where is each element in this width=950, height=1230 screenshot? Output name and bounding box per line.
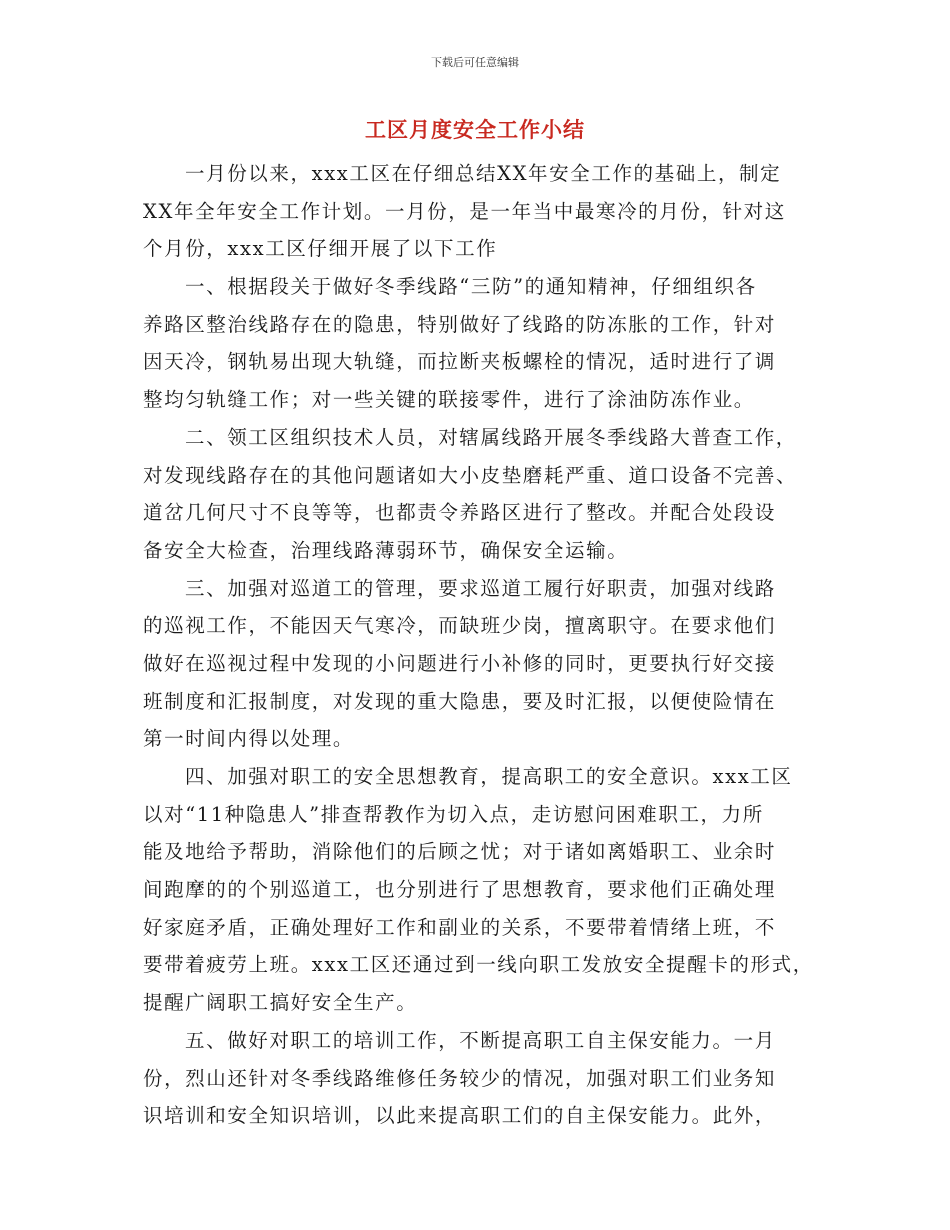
body-text-line: XX年全年安全工作计划。一月份，是一年当中最寒冷的月份，针对这 (143, 199, 786, 223)
body-text-line: 整均匀轨缝工作；对一些关键的联接零件，进行了涂油防冻作业。 (143, 388, 755, 412)
body-text-line: 一、根据段关于做好冬季线路“三防”的通知精神，仔细组织各 (185, 275, 757, 299)
body-text-line: 以对“11种隐患人”排查帮教作为切入点，走访慰问困难职工，力所 (143, 802, 764, 826)
body-text-line: 识培训和安全知识培训，以此来提高职工们的自主保安能力。此外， (143, 1104, 777, 1128)
body-text-line: 班制度和汇报制度，对发现的重大隐患，要及时汇报，以便使险情在 (143, 689, 777, 713)
body-text-line: 对发现线路存在的其他问题诸如大小皮垫磨耗严重、道口设备不完善、 (143, 463, 798, 487)
body-text-line: 第一时间内得以处理。 (143, 727, 355, 751)
body-text-line: 好家庭矛盾，正确处理好工作和副业的关系，不要带着情绪上班，不 (143, 915, 777, 939)
body-text-line: 五、做好对职工的培训工作，不断提高职工自主保安能力。一月 (185, 1028, 776, 1052)
body-text-line: 备安全大检查，治理线路薄弱环节，确保安全运输。 (143, 538, 629, 562)
body-text-line: 养路区整治线路存在的隐患，特别做好了线路的防冻胀的工作，针对 (143, 312, 777, 336)
body-text-line: 能及地给予帮助，消除他们的后顾之忧；对于诸如离婚职工、业余时 (143, 840, 777, 864)
body-text-line: 三、加强对巡道工的管理，要求巡道工履行好职责，加强对线路 (185, 576, 776, 600)
body-text-line: 四、加强对职工的安全思想教育，提高职工的安全意识。xxx工区 (185, 765, 793, 788)
body-text-line: 二、领工区组织技术人员，对辖属线路开展冬季线路大普查工作， (185, 425, 797, 449)
header-note: 下载后可任意编辑 (431, 56, 519, 69)
body-text-line: 份，烈山还针对冬季线路维修任务较少的情况，加强对职工们业务知 (143, 1066, 777, 1090)
body-text-line: 的巡视工作，不能因天气寒冷，而缺班少岗，擅离职守。在要求他们 (143, 614, 777, 638)
body-text-line: 间跑摩的的个别巡道工，也分别进行了思想教育，要求他们正确处理 (143, 878, 777, 902)
body-text-line: 个月份，xxx工区仔细开展了以下工作 (143, 237, 498, 261)
document-title: 工区月度安全工作小结 (365, 118, 585, 142)
body-text-line: 提醒广阔职工搞好安全生产。 (143, 991, 418, 1015)
body-text-line: 要带着疲劳上班。xxx工区还通过到一线向职工发放安全提醒卡的形式， (143, 953, 814, 977)
body-text-line: 做好在巡视过程中发现的小问题进行小补修的同时，更要执行好交接 (143, 651, 777, 675)
document-body (143, 155, 823, 1135)
body-text-line: 因天冷，钢轨易出现大轨缝，而拉断夹板螺栓的情况，适时进行了调 (143, 350, 777, 374)
body-text-line: 一月份以来，xxx工区在仔细总结XX年安全工作的基础上，制定 (185, 162, 782, 185)
body-text-line: 道岔几何尺寸不良等等，也都责令养路区进行了整改。并配合处段设 (143, 501, 777, 525)
